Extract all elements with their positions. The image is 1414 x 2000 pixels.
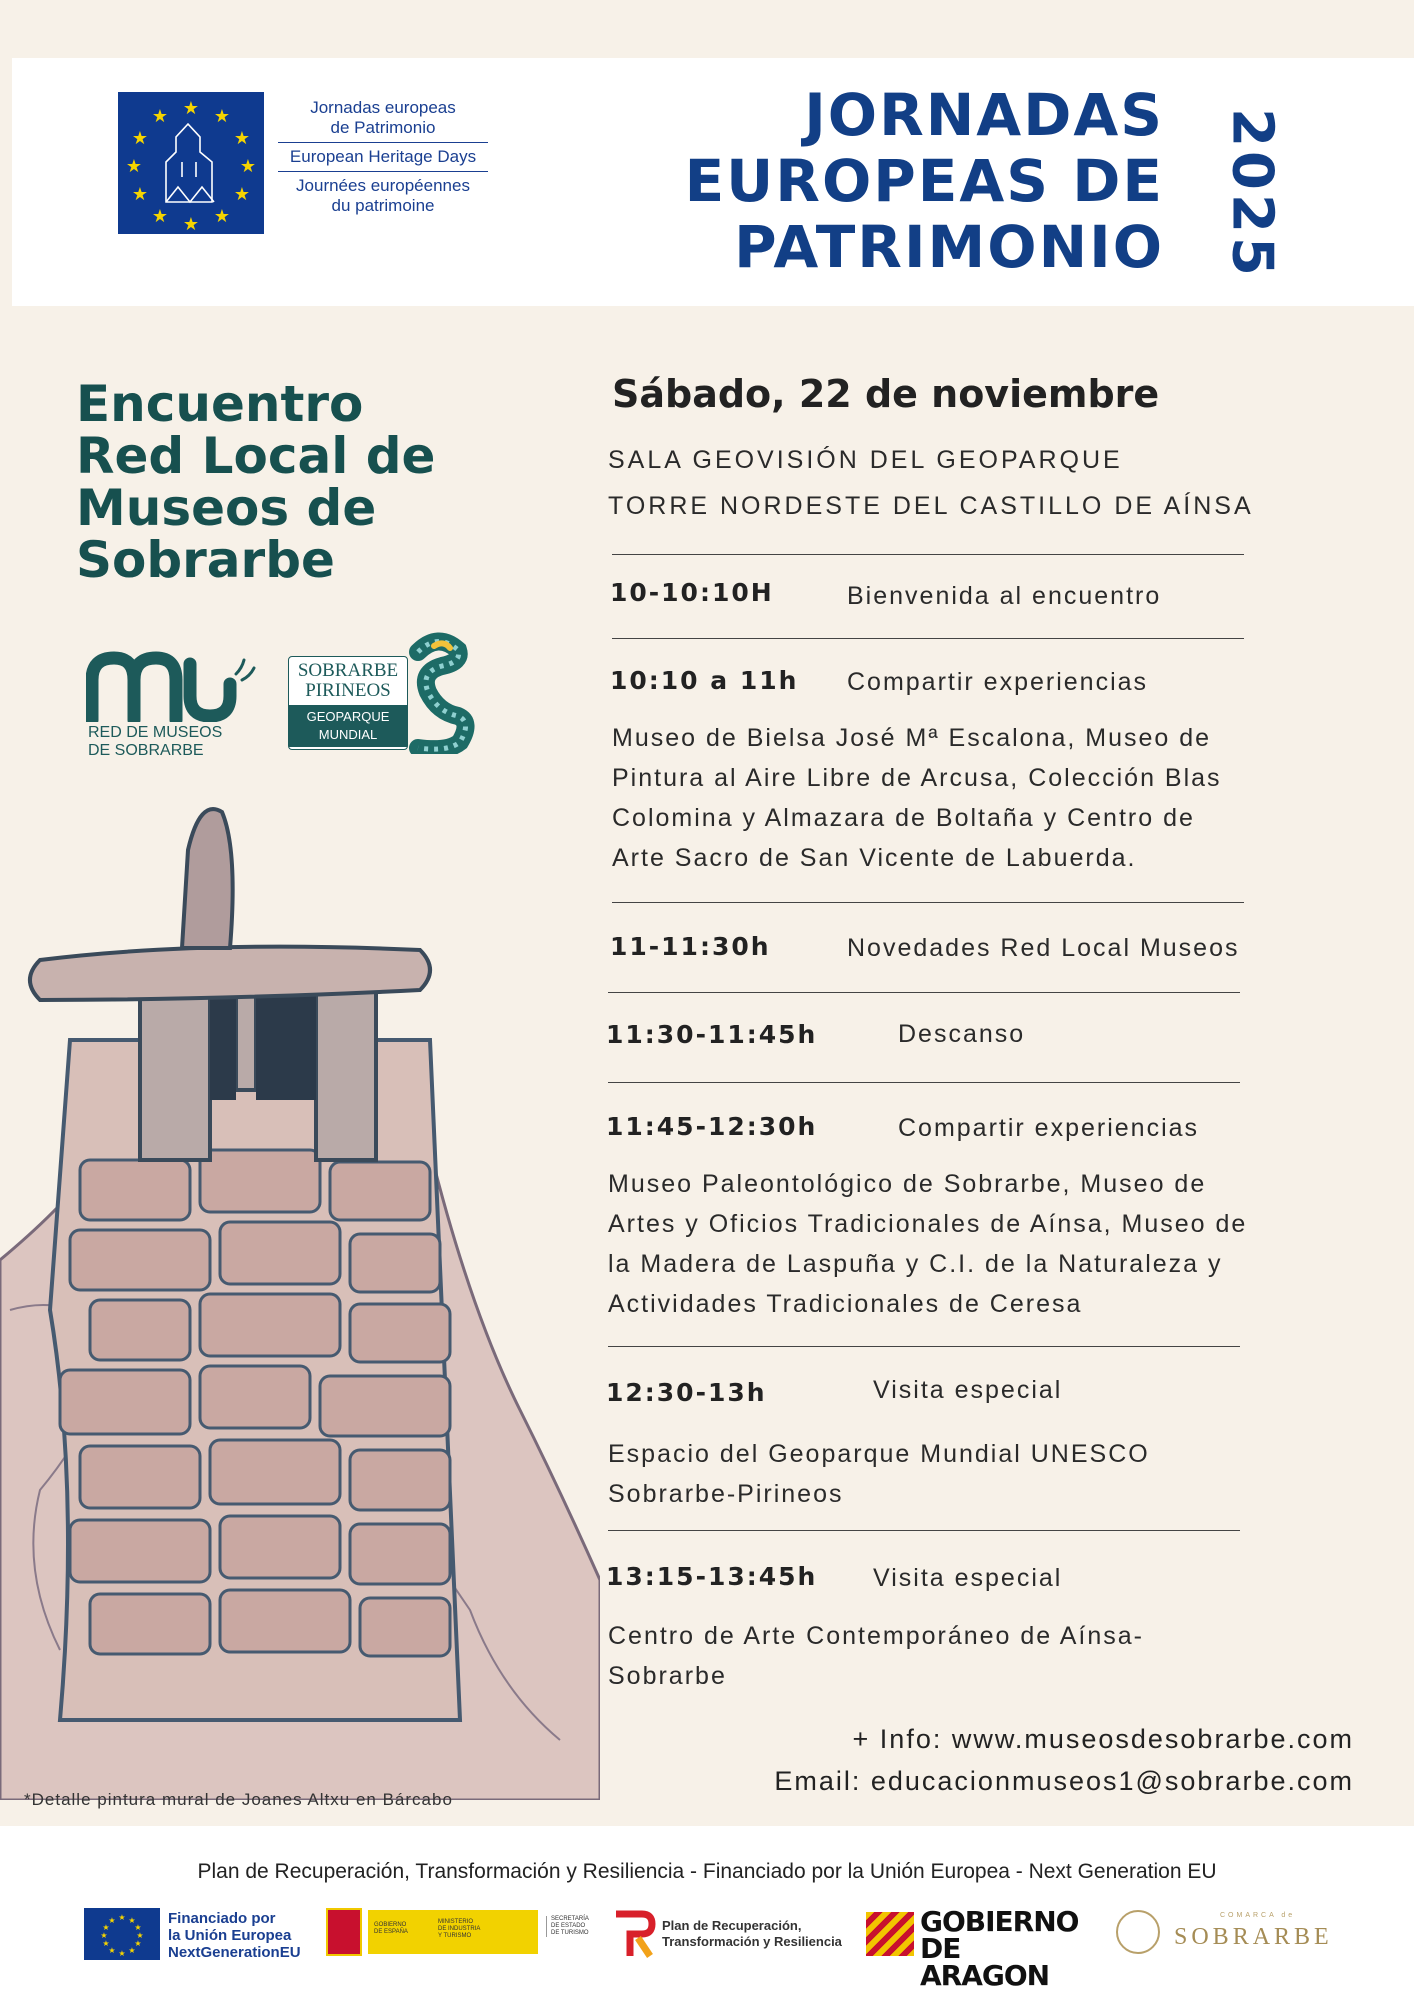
svg-text:★: ★: [213, 106, 231, 126]
mu-logo-icon: [86, 650, 256, 722]
spain-shield-icon: [326, 1908, 362, 1956]
schedule-activity: Compartir experiencias: [847, 668, 1149, 696]
sobrarbe-emblem-icon: [1116, 1910, 1160, 1954]
schedule-time: 11:45-12:30h: [606, 1112, 818, 1141]
logo-line: PIRINEOS: [305, 680, 391, 701]
schedule-activity: Visita especial: [873, 1376, 1063, 1404]
svg-text:★: ★: [100, 1931, 108, 1940]
logo-line: DE INDUSTRIA: [438, 1926, 481, 1932]
description-line: Museo Paleontológico de Sobrarbe, Museo de: [608, 1170, 1207, 1198]
schedule-description: [612, 718, 1332, 878]
title-line: PATRIMONIO: [734, 213, 1164, 281]
info-website[interactable]: + Info: www.museosdesobrarbe.com: [852, 1724, 1354, 1754]
svg-text:★: ★: [182, 214, 200, 234]
image-caption: *Detalle pintura mural de Joanes Altxu en Bárcabo: [24, 1790, 453, 1809]
event-title-line: Red Local de: [76, 427, 436, 485]
geoparque-box: [288, 656, 408, 750]
eu-funding-logo: [84, 1908, 314, 1964]
logo-line: de Patrimonio: [330, 118, 436, 137]
svg-text:★: ★: [108, 1916, 116, 1925]
svg-text:★: ★: [125, 156, 143, 176]
event-title-line: Museos de: [76, 479, 377, 537]
ministerio-label: [438, 1919, 480, 1940]
logo-line: MINISTERIO: [438, 1919, 474, 1925]
svg-text:★: ★: [131, 184, 149, 204]
schedule-activity: Descanso: [898, 1020, 1026, 1048]
svg-text:★: ★: [233, 184, 251, 204]
eu-flag-icon: [84, 1908, 160, 1960]
description-line: Museo de Bielsa José Mª Escalona, Museo de: [612, 724, 1212, 752]
schedule-time: 11:30-11:45h: [606, 1020, 818, 1049]
title-line: JORNADAS: [804, 81, 1164, 149]
eu-flag-icon: [118, 92, 264, 234]
logo-line: Jornadas europeas: [310, 98, 456, 117]
aragon-flag-icon: [866, 1912, 914, 1956]
description-line: Sobrarbe-Pirineos: [608, 1480, 844, 1508]
description-line: Actividades Tradicionales de Ceresa: [608, 1290, 1083, 1318]
svg-text:★: ★: [136, 1931, 144, 1940]
schedule-activity: Novedades Red Local Museos: [847, 934, 1240, 962]
logo-line: GEOPARQUE: [306, 709, 390, 724]
geoparque-logo: [288, 632, 488, 754]
gobierno-aragon-logo: [866, 1905, 1096, 1992]
divider: [608, 1082, 1240, 1083]
divider: [608, 1346, 1240, 1347]
svg-text:★: ★: [128, 1916, 136, 1925]
schedule-activity: Compartir experiencias: [898, 1114, 1200, 1142]
red-museos-logo: [86, 650, 266, 760]
description-line: Centro de Arte Contemporáneo de Aínsa-: [608, 1622, 1145, 1650]
logo-line: DE TURISMO: [551, 1930, 589, 1936]
description-line: Arte Sacro de San Vicente de Labuerda.: [612, 844, 1137, 872]
venue-line: TORRE NORDESTE DEL CASTILLO DE AÍNSA: [608, 492, 1254, 520]
schedule-activity: Bienvenida al encuentro: [847, 582, 1162, 610]
red-museos-label: [88, 724, 222, 760]
comarca-sobrarbe-logo: [1116, 1908, 1336, 1964]
logo-line: du patrimoine: [331, 196, 435, 215]
divider: [612, 638, 1244, 639]
venue-line: SALA GEOVISIÓN DEL GEOPARQUE: [608, 446, 1123, 474]
geoparque-subtitle: [289, 705, 407, 747]
schedule-description: [608, 1616, 1328, 1696]
secretaria-label: [546, 1916, 596, 1937]
schedule-description: [608, 1164, 1328, 1324]
description-line: Sobrarbe: [608, 1662, 727, 1690]
logo-line: DE ESPAÑA: [374, 1929, 408, 1935]
schedule-activity: Visita especial: [873, 1564, 1063, 1592]
event-title: [76, 375, 516, 589]
gobierno-espana-logo: [326, 1908, 596, 1964]
prtr-icon: [612, 1908, 656, 1960]
svg-text:★: ★: [151, 206, 169, 226]
ministerio-bar: [368, 1910, 538, 1954]
event-title-line: Encuentro: [76, 375, 364, 433]
heritage-days-wordmark: [278, 98, 488, 216]
description-line: Pintura al Aire Libre de Arcusa, Colección Blas: [612, 764, 1222, 792]
logo-line: SOBRARBE: [297, 660, 399, 681]
event-title-line: Sobrarbe: [76, 531, 335, 589]
logo-line: MUNDIAL: [318, 727, 378, 742]
svg-text:★: ★: [182, 98, 200, 118]
svg-text:★: ★: [134, 1939, 142, 1948]
info-email[interactable]: Email: educacionmuseos1@sobrarbe.com: [774, 1766, 1354, 1796]
logo-line: la Unión Europea: [168, 1927, 292, 1944]
prtr-logo: [612, 1908, 852, 1964]
svg-text:★: ★: [151, 106, 169, 126]
description-line: Espacio del Geoparque Mundial UNESCO: [608, 1440, 1150, 1468]
logo-line: Transformación y Resiliencia: [662, 1934, 842, 1949]
footer-funding-text: Plan de Recuperación, Transformación y Resiliencia - Financiado por la Unión Europea - Next Generation EU: [197, 1860, 1217, 1883]
schedule-time: 12:30-13h: [606, 1378, 767, 1407]
logo-line: DE ARAGON: [920, 1932, 1050, 1992]
prtr-text: [662, 1918, 842, 1950]
logo-line: RED DE MUSEOS: [88, 724, 223, 741]
logo-line: Plan de Recuperación,: [662, 1918, 802, 1933]
divider: [608, 1530, 1240, 1531]
svg-text:★: ★: [131, 128, 149, 148]
divider: [612, 554, 1244, 555]
schedule-time: 10:10 a 11h: [610, 666, 799, 695]
logo-line: GOBIERNO: [374, 1922, 407, 1928]
logo-line: Journées européennes: [296, 176, 470, 195]
schedule-time: 10-10:10H: [610, 578, 774, 607]
logo-line: GOBIERNO: [920, 1905, 1079, 1938]
svg-text:★: ★: [239, 156, 257, 176]
year-label: 2025: [1219, 108, 1285, 280]
title-line: EUROPEAS DE: [684, 147, 1164, 215]
svg-text:★: ★: [108, 1946, 116, 1955]
logo-line: Financiado por: [168, 1910, 276, 1927]
logo-divider: [278, 171, 488, 172]
description-line: la Madera de Laspuña y C.I. de la Naturaleza y: [608, 1250, 1223, 1278]
footer: [0, 1826, 1414, 2000]
svg-text:★: ★: [213, 206, 231, 226]
logo-divider: [278, 142, 488, 143]
divider: [608, 992, 1240, 993]
logo-line: SECRETARÍA DE ESTADO: [551, 1916, 589, 1929]
header-banner: [12, 58, 1414, 306]
svg-text:★: ★: [118, 1913, 126, 1922]
description-line: Colomina y Almazara de Boltaña y Centro de: [612, 804, 1195, 832]
description-line: Artes y Oficios Tradicionales de Aínsa, Museo de: [608, 1210, 1248, 1238]
aragon-text: [920, 1905, 1096, 1992]
geoparque-river-icon: [398, 632, 478, 754]
logo-line: NextGenerationEU: [168, 1944, 301, 1961]
tower-illustration: [0, 790, 600, 1800]
eu-funding-text: [168, 1910, 301, 1961]
gobierno-espana-label: [374, 1922, 408, 1936]
geoparque-name: [293, 661, 403, 701]
schedule-time: 11-11:30h: [610, 932, 771, 961]
sobrarbe-name: SOBRARBE: [1174, 1924, 1333, 1950]
logo-line: Y TURISMO: [438, 1933, 472, 1939]
event-date: Sábado, 22 de noviembre: [612, 372, 1160, 416]
svg-text:★: ★: [128, 1946, 136, 1955]
logo-line: DE SOBRARBE: [88, 742, 204, 759]
svg-text:★: ★: [102, 1939, 110, 1948]
page-title: [685, 82, 1164, 280]
schedule-description: [608, 1434, 1328, 1514]
european-heritage-days-logo: [118, 92, 490, 238]
divider: [612, 902, 1244, 903]
svg-text:★: ★: [233, 128, 251, 148]
comarca-label: COMARCA de: [1220, 1912, 1296, 1919]
logo-line: European Heritage Days: [289, 147, 477, 166]
svg-text:★: ★: [134, 1923, 142, 1932]
svg-text:★: ★: [118, 1949, 126, 1958]
schedule-time: 13:15-13:45h: [606, 1562, 818, 1591]
svg-text:★: ★: [102, 1923, 110, 1932]
